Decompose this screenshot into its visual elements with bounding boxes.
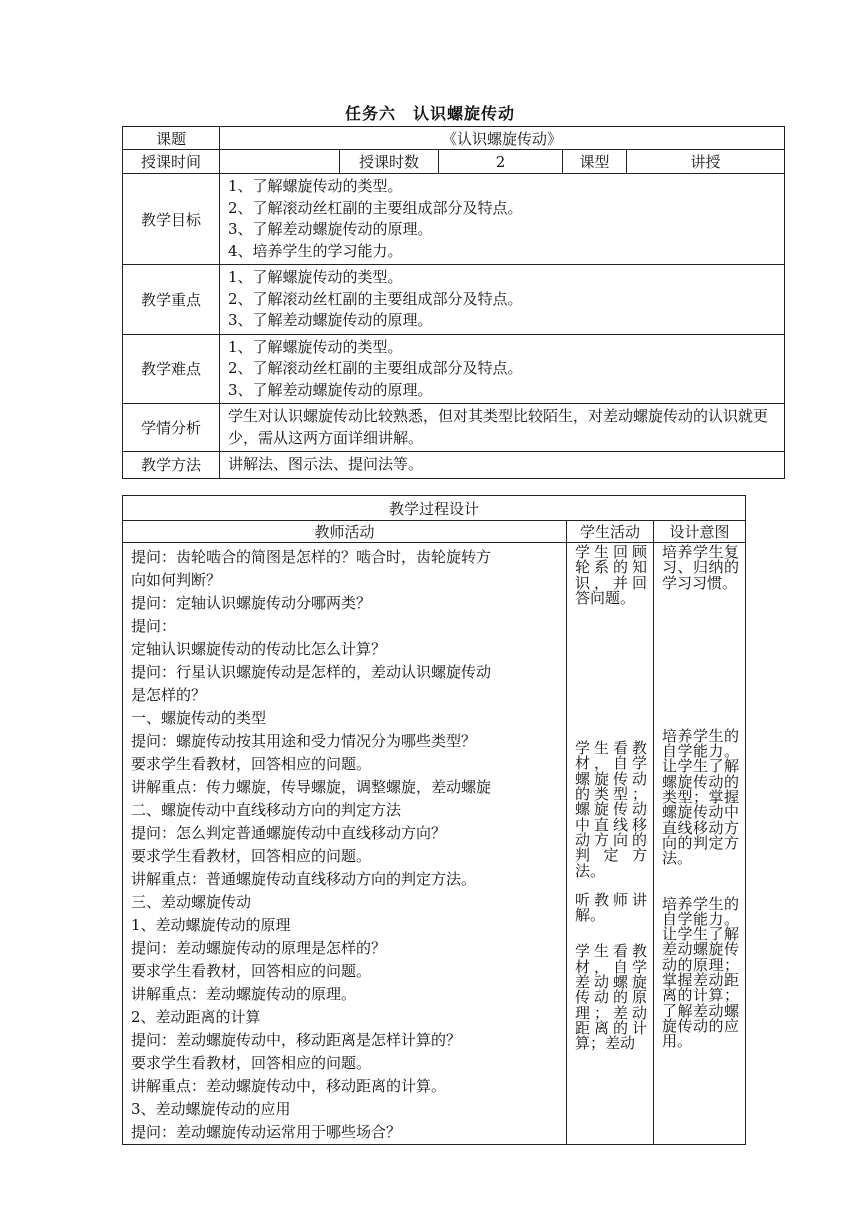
teacher-activities <box>123 543 567 1145</box>
teacher-line: 3、差动螺旋传动的应用 <box>131 1100 291 1118</box>
key-point-item: 3、了解差动螺旋传动的原理。 <box>228 311 433 329</box>
type-label: 课型 <box>563 150 627 174</box>
teacher-line: 2、差动距离的计算 <box>131 1008 261 1026</box>
difficult-points-list <box>220 334 785 404</box>
analysis-text: 学生对认识螺旋传动比较熟悉，但对其类型比较陌生，对差动螺旋传动的认识就更少，需从这两方面详细讲解。 <box>220 404 785 452</box>
method-text: 讲解法、图示法、提问法等。 <box>220 452 785 479</box>
key-points-label: 教学重点 <box>123 265 220 335</box>
goals-list <box>220 174 785 265</box>
teacher-line: 要求学生看教材，回答相应的问题。 <box>131 1054 372 1072</box>
teacher-line: 提问：行星认识螺旋传动是怎样的，差动认识螺旋传动 <box>131 663 492 681</box>
hours-value: 2 <box>439 150 563 174</box>
student-block: 听教师讲解。 <box>575 890 647 925</box>
teacher-line: 提问： <box>131 617 177 635</box>
key-points-list <box>220 265 785 335</box>
intent-block: 培养学生的自学能力。让学生了解差动螺旋传动的原理；掌握差动距离的计算；了解差动螺旋传动的应用。 <box>662 894 740 1051</box>
difficult-point-item: 3、了解差动螺旋传动的原理。 <box>228 380 433 399</box>
document-title: 任务六 认识螺旋传动 <box>344 104 515 123</box>
teacher-line: 是怎样的？ <box>131 686 207 704</box>
goal-item: 1、了解螺旋传动的类型。 <box>228 177 403 195</box>
teacher-line: 讲解重点：差动螺旋传动中，移动距离的计算。 <box>131 1077 447 1095</box>
goal-item: 2、了解滚动丝杠副的主要组成部分及特点。 <box>228 198 523 217</box>
topic-label: 课题 <box>123 127 220 150</box>
col-intent-header: 设计意图 <box>654 521 746 543</box>
goal-item: 3、了解差动螺旋传动的原理。 <box>228 220 433 238</box>
teacher-line: 要求学生看教材，回答相应的问题。 <box>131 962 372 980</box>
student-block: 学生回顾轮系的知识，并回答问题。 <box>575 543 647 607</box>
teacher-line: 讲解重点：差动螺旋传动的原理。 <box>131 985 357 1003</box>
teacher-line: 提问：差动螺旋传动运常用于哪些场合？ <box>131 1123 402 1141</box>
teacher-line: 二、螺旋传动中直线移动方向的判定方法 <box>131 801 402 819</box>
topic-value: 《认识螺旋传动》 <box>220 127 785 150</box>
teacher-line: 提问：怎么判定普通螺旋传动中直线移动方向？ <box>131 824 447 842</box>
key-point-item: 2、了解滚动丝杠副的主要组成部分及特点。 <box>228 289 523 308</box>
teacher-line: 提问：差动螺旋传动中，移动距离是怎样计算的？ <box>131 1031 462 1049</box>
student-activities <box>567 543 654 1145</box>
intent-block: 培养学生复习、归纳的学习习惯。 <box>662 543 740 592</box>
teacher-line: 向如何判断？ <box>131 571 222 589</box>
teacher-line: 讲解重点：普通螺旋传动直线移动方向的判定方法。 <box>131 870 477 888</box>
time-label: 授课时间 <box>123 150 220 174</box>
teacher-line: 提问：螺旋传动按其用途和受力情况分为哪些类型？ <box>131 732 477 750</box>
key-point-item: 1、了解螺旋传动的类型。 <box>228 268 403 286</box>
analysis-label: 学情分析 <box>123 404 220 452</box>
student-block: 学生看教材，自学螺旋传动的类型；螺旋传动中直线移动方向的判定方法。 <box>575 739 647 880</box>
teacher-line: 提问：定轴认识螺旋传动分哪两类？ <box>131 594 372 612</box>
difficult-point-item: 2、了解滚动丝杠副的主要组成部分及特点。 <box>228 359 523 377</box>
design-intent <box>654 543 746 1145</box>
process-heading: 教学过程设计 <box>123 496 746 521</box>
teacher-line: 定轴认识螺旋传动的传动比怎么计算？ <box>131 640 387 658</box>
teacher-line: 讲解重点：传力螺旋，传导螺旋，调整螺旋，差动螺旋 <box>131 778 492 796</box>
teacher-line: 提问：齿轮啮合的简图是怎样的？啮合时，齿轮旋转方 <box>131 548 492 566</box>
teacher-line: 提问：差动螺旋传动的原理是怎样的？ <box>131 939 387 957</box>
difficult-points-label: 教学难点 <box>123 334 220 404</box>
teacher-line: 要求学生看教材，回答相应的问题。 <box>131 847 372 865</box>
teacher-line: 要求学生看教材，回答相应的问题。 <box>131 755 372 773</box>
teacher-line: 一、螺旋传动的类型 <box>131 709 267 727</box>
difficult-point-item: 1、了解螺旋传动的类型。 <box>228 337 403 356</box>
col-student-header: 学生活动 <box>567 521 654 543</box>
col-teacher-header: 教师活动 <box>123 521 567 543</box>
goals-label: 教学目标 <box>123 174 220 265</box>
goal-item: 4、培养学生的学习能力。 <box>228 241 403 260</box>
teacher-line: 1、差动螺旋传动的原理 <box>131 916 291 934</box>
method-label: 教学方法 <box>123 452 220 479</box>
lesson-info-table <box>122 126 785 479</box>
student-block: 学生看教材，自学差动螺旋传动的原理；差动距离的计算；差动 <box>575 942 647 1053</box>
time-value <box>220 150 340 174</box>
type-value: 讲授 <box>627 150 785 174</box>
intent-block: 培养学生的自学能力。让学生了解螺旋传动的类型；掌握螺旋传动中直线移动方向的判定方法。 <box>662 726 740 868</box>
teaching-process-table <box>122 495 746 1145</box>
teacher-line: 三、差动螺旋传动 <box>131 893 252 911</box>
hours-label: 授课时数 <box>340 150 439 174</box>
